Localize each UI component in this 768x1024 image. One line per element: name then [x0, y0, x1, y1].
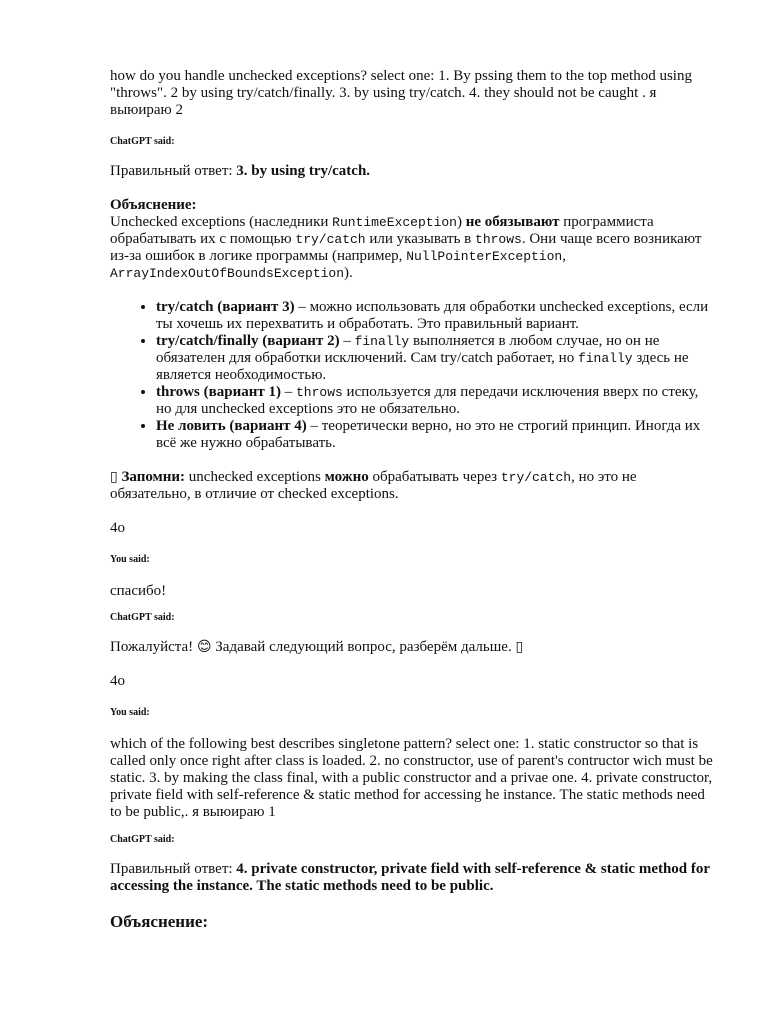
chat-transcript: [110, 68, 716, 932]
user-question-2: which of the following best describes singletone pattern? select one: 1. static constructor so that is called only once right after class is loaded. 2. no constructor, use of parent's contructor wich must be static. 3. by making the class final, with a public constructor and a privae one. 4. private constructor, private field with self-reference & static method for accessing he instance. The static methods need to be public,. я выюираю 1: [110, 736, 713, 820]
reply-message: Пожалуйста! 😊 Задавай следующий вопрос, разберём дальше. ▯: [110, 639, 524, 655]
list-item: • try/catch (вариант 3) – можно использовать для обработки unchecked exceptions, если ты хочешь их перехватить и обработать. Это правильный вариант.: [156, 299, 716, 333]
you-said-label: You said:: [110, 554, 150, 565]
model-label: 4o: [110, 673, 125, 689]
chatgpt-said-label: ChatGPT said:: [110, 612, 175, 623]
missing-glyph-icon: ▯: [110, 469, 118, 485]
remember-note: ▯ Запомни: unchecked exceptions можно обрабатывать через try/catch, но это не обязательно, в отличие от checked exceptions.: [110, 469, 637, 502]
you-said-label: You said:: [110, 707, 150, 718]
model-label: 4o: [110, 520, 125, 536]
explanation-heading-1: Объяснение:: [110, 197, 197, 213]
list-item: • try/catch/finally (вариант 2) – finally выполняется в любом случае, но он не обязателен для обработки исключений. Сам try/catch работает, но finally здесь не является необходимостью.: [156, 333, 716, 384]
answer-prefix: Правильный ответ:: [110, 163, 237, 179]
user-question-1: how do you handle unchecked exceptions? select one: 1. By pssing them to the top method using "throws". 2 by using try/catch/finally. 3. by using try/catch. 4. they should not be caught . я выюираю 2: [110, 68, 692, 118]
options-list: [110, 299, 716, 452]
chatgpt-said-label: ChatGPT said:: [110, 136, 175, 147]
chatgpt-said-label: ChatGPT said:: [110, 834, 175, 845]
answer-line-2: Правильный ответ: 4. private constructor, private field with self-reference & static method for accessing the instance. The static methods need to be public.: [110, 861, 710, 894]
list-item: • Не ловить (вариант 4) – теоретически верно, но это не строгий принцип. Иногда их всё же нужно обрабатывать.: [156, 418, 716, 452]
answer-value: 3. by using try/catch.: [236, 163, 371, 179]
user-message-thanks: спасибо!: [110, 583, 167, 599]
answer-line-1: [110, 163, 716, 180]
explanation-heading-2: Объяснение:: [110, 912, 209, 931]
smile-icon: 😊: [196, 639, 212, 655]
list-item: • throws (вариант 1) – throws используется для передачи исключения вверх по стеку, но для unchecked exceptions это не обязательно.: [156, 384, 716, 418]
missing-glyph-icon: ▯: [515, 639, 524, 655]
explanation-paragraph-1: Unchecked exceptions (наследники RuntimeException) не обязывают программиста обрабатывать их с помощью try/catch или указывать в throws. Они чаще всего возникают из-за ошибок в логике программы (например, NullPointerException, ArrayIndexOutOfBoundsException).: [110, 214, 702, 281]
